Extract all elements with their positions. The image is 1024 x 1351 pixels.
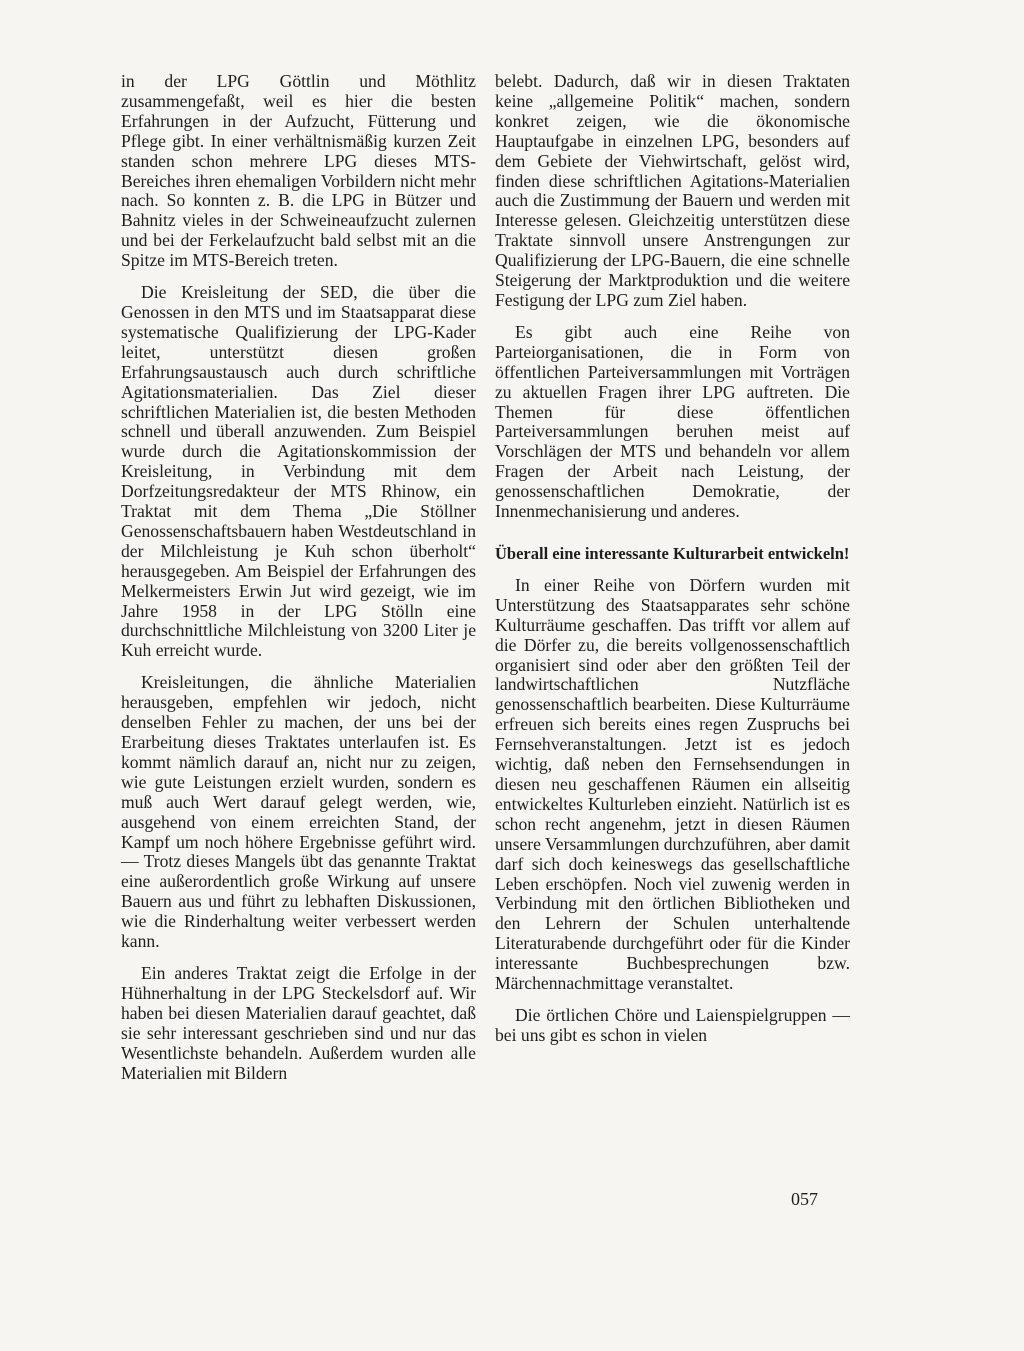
- page-number: 057: [791, 1189, 818, 1209]
- paragraph-right-1: belebt. Dadurch, daß wir in diesen Traktaten keine „allgemeine Politik“ machen, sondern konkret zeigen, wie die ökonomische Hauptaufgabe in einzelnen LPG, besonders auf dem Gebiete der Viehwirtschaft, gelöst wird, finden diese schriftlichen Agitations-Materialien auch die Zustimmung der Bauern und werden mit Interesse gelesen. Gleichzeitig unterstützen diese Traktate sinnvoll unsere Anstrengungen zur Qualifizierung der LPG-Bauern, die eine schnelle Steigerung der Marktproduktion und die weitere Festigung der LPG zum Ziel haben.: [495, 71, 850, 310]
- paragraph-right-2: Es gibt auch eine Reihe von Parteiorganisationen, die in Form von öffentlichen Parteiversammlungen mit Vorträgen zu aktuellen Fragen ihrer LPG auftreten. Die Themen für diese öffentlichen Parteiversammlungen beruhen meist auf Vorschlägen der MTS und behandeln vor allem Fragen der Arbeit nach Leistung, der genossenschaftlichen Demokratie, der Innenmechanisierung und anderes.: [495, 321, 850, 522]
- section-heading: Überall eine interessante Kulturarbeit entwickeln!: [495, 543, 850, 563]
- left-column: [121, 72, 476, 1095]
- paragraph-left-2: Die Kreisleitung der SED, die über die Genossen in den MTS und im Staatsapparat diese systematische Qualifizierung der LPG-Kader leitet, unterstützt diesen großen Erfahrungsaustausch auch durch schriftliche Agitationsmaterialien. Das Ziel dieser schriftlichen Materialien ist, die besten Methoden schnell und überall anzuwenden. Zum Beispiel wurde durch die Agitationskommission der Kreisleitung, in Verbindung mit dem Dorfzeitungsredakteur der MTS Rhinow, ein Traktat mit dem Thema „Die Stöllner Genossenschaftsbauern haben Westdeutschland in der Milchleistung je Kuh schon überholt“ herausgegeben. Am Beispiel der Erfahrungen des Melkermeisters Erwin Jut wird gezeigt, wie im Jahre 1958 in der LPG Stölln eine durchschnittliche Milchleistung von 3200 Liter je Kuh erreicht wurde.: [121, 282, 476, 661]
- paragraph-left-3: Kreisleitungen, die ähnliche Materialien herausgeben, empfehlen wir jedoch, nicht denselben Fehler zu machen, der uns bei der Erarbeitung dieses Traktates unterlaufen ist. Es kommt nämlich darauf an, nicht nur zu zeigen, wie gute Leistungen erzielt wurden, sondern es muß auch Wert darauf gelegt werden, wie, ausgehend von einem erreichten Stand, der Kampf um noch höhere Ergebnisse geführt wird. — Trotz dieses Mangels übt das genannte Traktat eine außerordentlich große Wirkung auf unsere Bauern aus und führt zu lebhaften Diskussionen, wie die Rinderhaltung weiter verbessert werden kann.: [121, 672, 476, 952]
- paragraph-left-4: Ein anderes Traktat zeigt die Erfolge in der Hühnerhaltung in der LPG Steckelsdorf auf. Wir haben bei diesen Materialien darauf geachtet, daß sie sehr interessant geschrieben sind und nur das Wesentlichste behandeln. Außerdem wurden alle Materialien mit Bildern: [121, 962, 476, 1083]
- right-column: [495, 72, 850, 1058]
- paragraph-left-1: in der LPG Göttlin und Möthlitz zusammengefaßt, weil es hier die besten Erfahrungen in der Aufzucht, Fütterung und Pflege gibt. In einer verhältnismäßig kurzen Zeit standen schon mehrere LPG dieses MTS-Bereiches ihren ehemaligen Vorbildern nicht mehr nach. So konnten z. B. die LPG in Bützer und Bahnitz vieles in der Schweineaufzucht zulernen und bei der Ferkelaufzucht bald selbst mit an die Spitze im MTS-Bereich treten.: [121, 71, 476, 271]
- paragraph-right-4: Die örtlichen Chöre und Laienspielgruppen — bei uns gibt es schon in vielen: [495, 1004, 850, 1045]
- paragraph-right-3: In einer Reihe von Dörfern wurden mit Unterstützung des Staatsapparates sehr schöne Kulturräume geschaffen. Das trifft vor allem auf die Dörfer zu, die bereits vollgenossenschaftlich organisiert sind oder aber den größten Teil der landwirtschaftlichen Nutzfläche genossenschaftlich bearbeiten. Diese Kulturräume erfreuen sich bereits eines regen Zuspruchs bei Fernsehveranstaltungen. Jetzt ist es jedoch wichtig, daß neben den Fernsehsendungen in diesen neu geschaffenen Räumen ein allseitig entwickeltes Kulturleben einzieht. Natürlich ist es schon recht angenehm, jetzt in diesen Räumen unsere Versammlungen durchzuführen, aber damit darf sich doch keineswegs das gesellschaftliche Leben erschöpfen. Noch viel zuwenig werden in Verbindung mit den örtlichen Bibliotheken und den Lehrern der Schulen unterhaltende Literaturabende durchgeführt oder für die Kinder interessante Buchbesprechungen bzw. Märchennachmittage veranstaltet.: [495, 574, 850, 994]
